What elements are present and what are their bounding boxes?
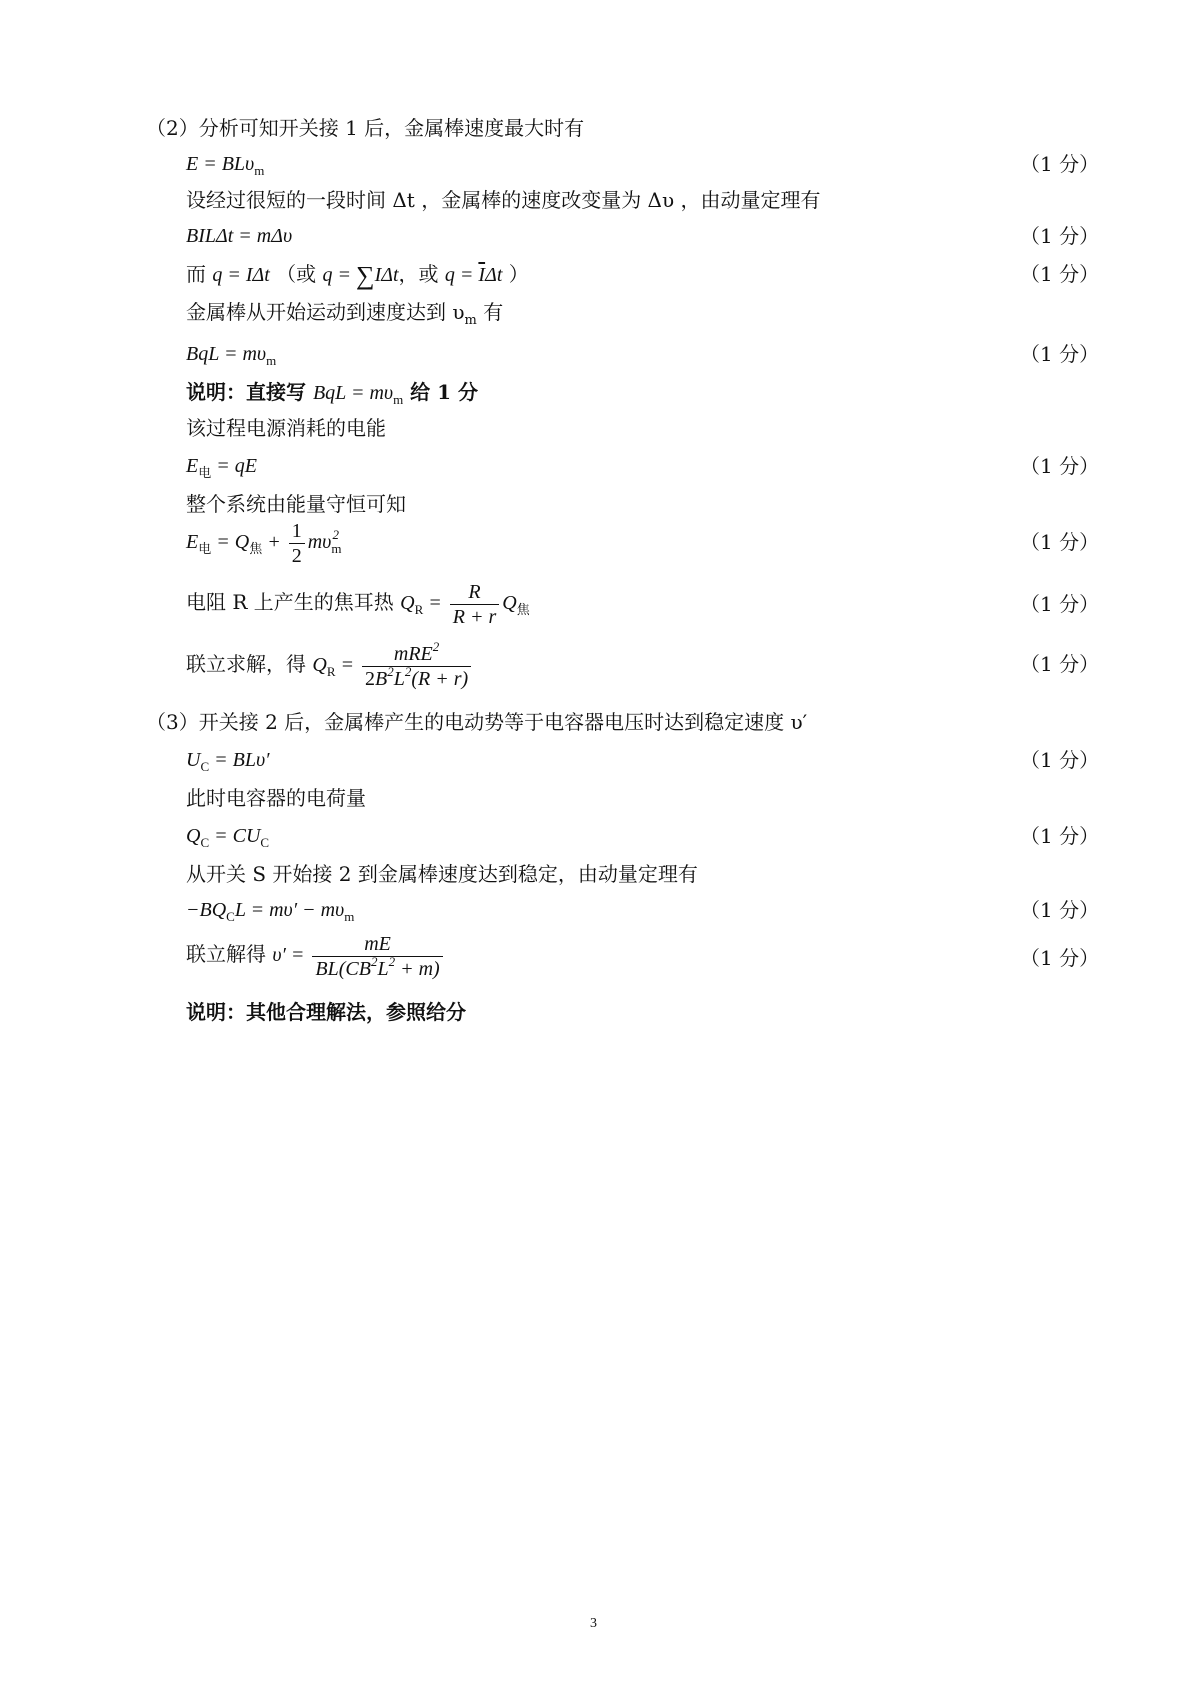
- text-reach-end: 有: [476, 300, 504, 324]
- text-solve-2: 联立求解，得: [186, 652, 313, 676]
- text-charge: 此时电容器的电荷量: [186, 786, 366, 810]
- text-reach-main: 金属棒从开始运动到速度达到 υ: [186, 300, 465, 324]
- eq-final-velocity: 联立解得 υ′ = $\frac{mE}{BL(CB^2L^2 + m)}$: [186, 930, 446, 981]
- eq-qr-result: 联立求解，得 $Q_R$ = $\frac{mRE^2}{2B^2L^2(R + r)}$: [186, 640, 474, 691]
- note-2: 说明：其他合理解法，参照给分: [186, 1000, 466, 1024]
- text-er: 而: [186, 262, 213, 286]
- score-8: （1 分）: [1020, 652, 1100, 676]
- eq-charge: 而 q = IΔt （或 q = ∑IΔt，或 $q = \overline{I}\Delta t$ ）: [186, 261, 529, 290]
- score-12: （1 分）: [1020, 946, 1100, 970]
- note-1: 说明：直接写 BqL = $m\upsilon_m$ 给 1 分: [186, 380, 479, 407]
- part2-heading: （2）分析可知开关接 1 后，金属棒速度最大时有: [146, 116, 585, 140]
- text-solve-3: 联立解得: [186, 942, 273, 966]
- text-reach-sub: m: [464, 313, 477, 328]
- score-9: （1 分）: [1020, 748, 1100, 772]
- eq-energy-conservation: $E_电 = Q_焦$ + $\frac{1}{2}$ $m\upsilon_m^2$: [186, 519, 342, 567]
- eq-electric-energy: $E_电$ = qE: [186, 455, 257, 480]
- eq-emf: E = BLυ$_m$: [186, 153, 265, 178]
- eq-uc: $U_C = BL\upsilon'$: [186, 749, 270, 774]
- score-4: （1 分）: [1020, 342, 1100, 366]
- text-or1: （或: [269, 262, 323, 286]
- score-3: （1 分）: [1020, 262, 1100, 286]
- text-conserve: 整个系统由能量守恒可知: [186, 492, 406, 516]
- eq-bql: BqL = $m\upsilon_m$: [186, 343, 277, 368]
- note-1-pre: 说明：直接写: [186, 380, 313, 404]
- text-reach: [186, 298, 503, 326]
- score-2: （1 分）: [1020, 224, 1100, 248]
- score-6: （1 分）: [1020, 530, 1100, 554]
- eq-joule-heat: 电阻 R 上产生的焦耳热 $Q_R$ = $\frac{R}{R + r}$ $Q_焦$: [186, 580, 530, 628]
- eq-momentum: $-BQ_CL = m\upsilon' - m\upsilon_m$: [186, 899, 355, 924]
- text-momentum: 从开关 S 开始接 2 到金属棒速度达到稳定，由动量定理有: [186, 862, 698, 886]
- score-11: （1 分）: [1020, 898, 1100, 922]
- text-heat: 电阻 R 上产生的焦耳热: [186, 590, 401, 614]
- text-delta: 设经过很短的一段时间 Δt ，金属棒的速度改变量为 Δυ ，由动量定理有: [186, 188, 821, 212]
- eq-impulse: BILΔt = mΔυ: [186, 225, 293, 247]
- eq-qc: $Q_C = CU_C$: [186, 825, 270, 850]
- page-number: 3: [590, 1616, 597, 1631]
- score-7: （1 分）: [1020, 592, 1100, 616]
- text-energy: 该过程电源消耗的电能: [186, 416, 386, 440]
- score-1: （1 分）: [1020, 152, 1100, 176]
- text-or2: ，或: [398, 262, 445, 286]
- score-10: （1 分）: [1020, 824, 1100, 848]
- text-or3: ）: [502, 262, 529, 286]
- score-5: （1 分）: [1020, 454, 1100, 478]
- part3-heading: （3）开关接 2 后，金属棒产生的电动势等于电容器电压时达到稳定速度 υ′: [146, 710, 808, 734]
- note-1-post: 给 1 分: [403, 380, 479, 404]
